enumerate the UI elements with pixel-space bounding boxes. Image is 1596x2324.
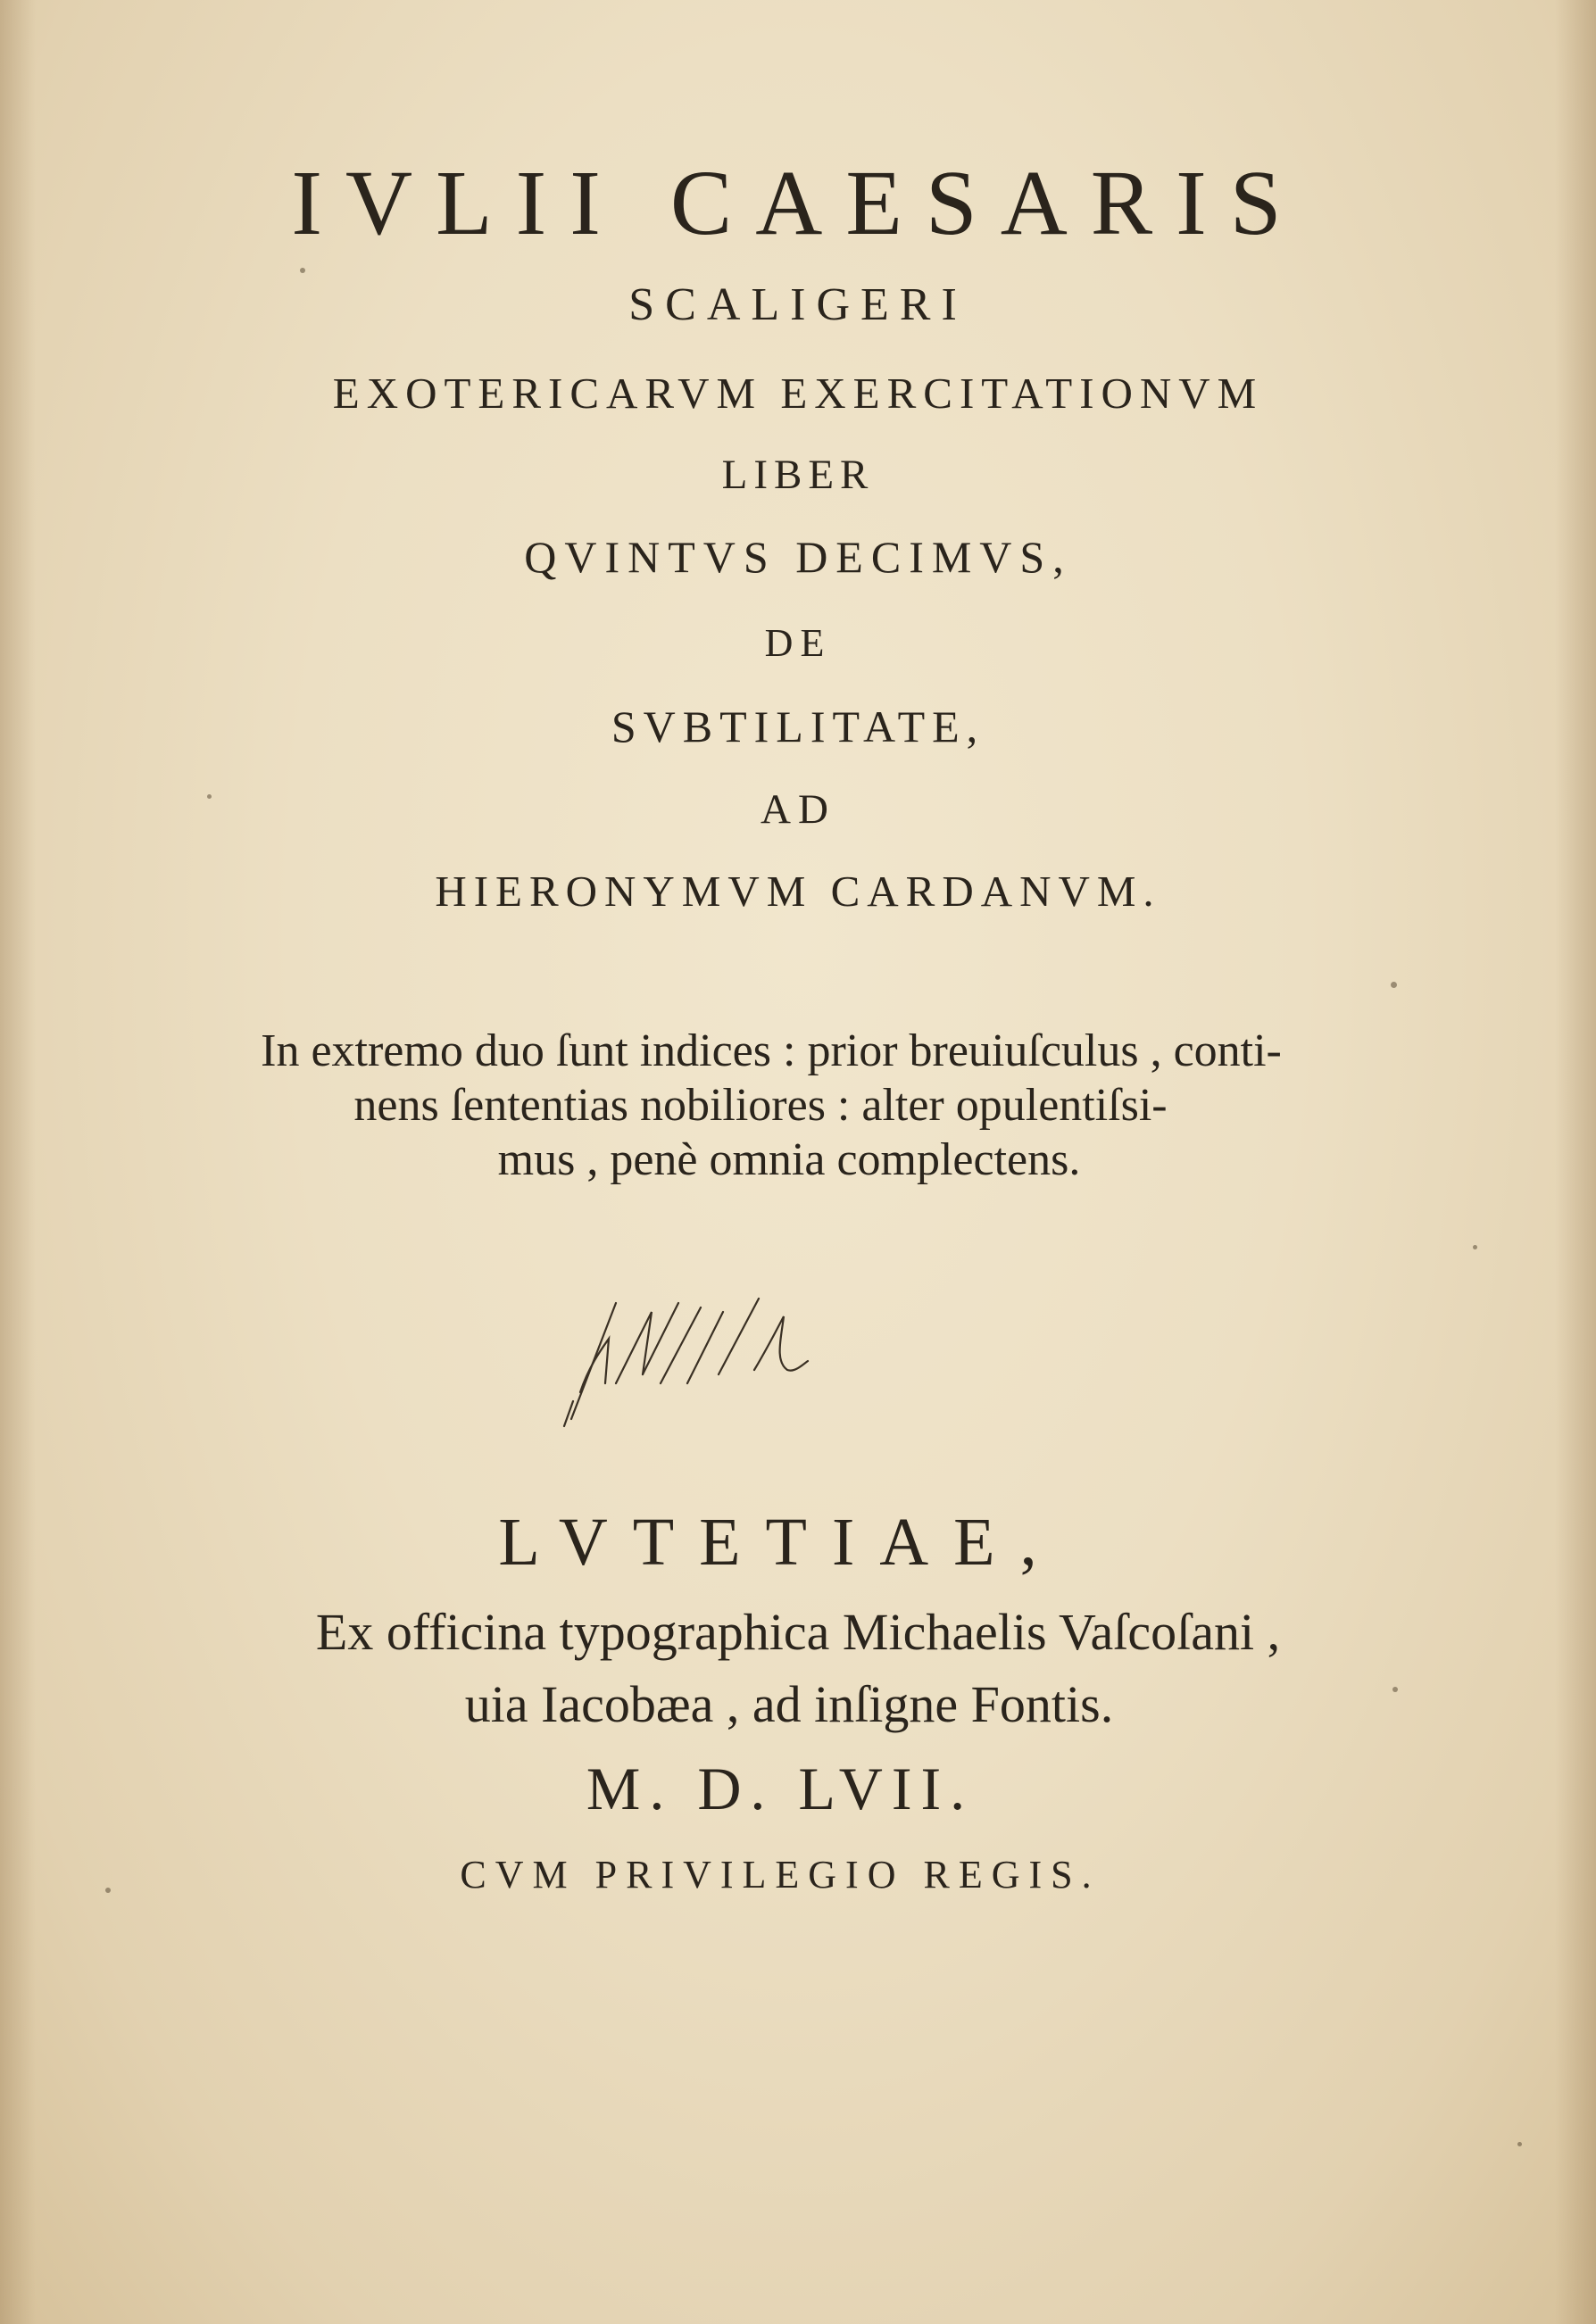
subject-title: SVBTILITATE, [611,701,985,751]
paper-speck [1392,1687,1398,1692]
imprint-line: uia Iacobæa , ad inſigne Fontis. [464,1675,1114,1733]
paper-speck [1391,982,1397,988]
index-note-line: In extremo duo ſunt indices : prior breuiuſculus , conti- [261,1025,1282,1076]
paper-speck [207,794,212,799]
index-note-line: nens ſententias nobiliores : alter opulentiſsi- [353,1080,1168,1131]
addressee: HIERONYMVM CARDANVM. [435,867,1161,916]
handwritten-signature [553,1285,821,1428]
paper-speck [1473,1245,1477,1249]
paper-speck [1517,2142,1522,2146]
paper-speck [300,268,305,273]
author-surname: SCALIGERI [628,279,968,330]
ad-label: AD [761,786,835,833]
author-name: IVLII CAESARIS [291,152,1305,254]
place-of-publication: LVTETIAE, [498,1505,1062,1580]
liber-label: LIBER [721,452,875,498]
de-label: DE [764,621,832,665]
publication-year: M. D. LVII. [586,1755,975,1822]
imprint-line: Ex officina typographica Michaelis Vaſcoſani , [315,1603,1281,1661]
paper-speck [105,1888,111,1893]
royal-privilege: CVM PRIVILEGIO REGIS. [460,1853,1101,1897]
book-number: QVINTVS DECIMVS, [524,532,1072,582]
index-note-line: mus , penè omnia complectens. [497,1134,1081,1185]
work-title: EXOTERICARVM EXERCITATIONVM [332,369,1264,418]
